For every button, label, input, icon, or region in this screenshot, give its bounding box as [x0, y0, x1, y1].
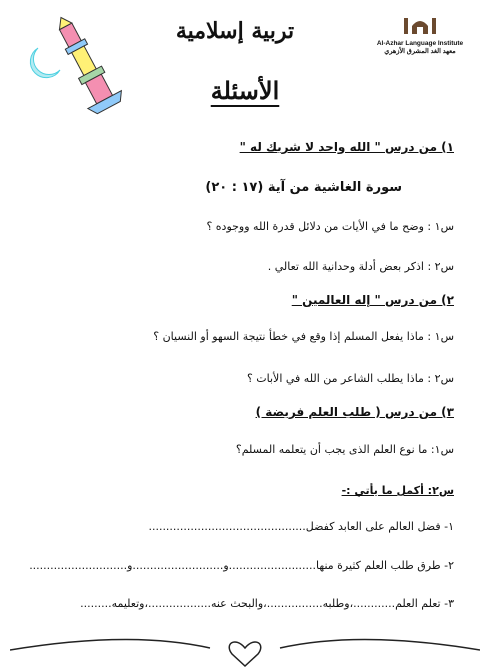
question-2-2: س٢ : ماذا يطلب الشاعر من الله في الأبات ؟ — [246, 372, 454, 385]
exercise-title-text: س٢: أكمل ما يأتي :- — [341, 484, 454, 497]
crescent-moon-icon — [30, 48, 60, 78]
logo-name-en: Al-Azhar Language Institute — [376, 40, 464, 47]
section-2-title — [34, 293, 454, 307]
question-3-1: س١: ما نوع العلم الذى يجب أن يتعلمه المسلم؟ — [235, 443, 454, 456]
footer-border — [10, 610, 480, 670]
heart-icon — [229, 642, 261, 666]
subject-title: تربية إسلامية — [175, 18, 295, 44]
section-3-title-text: ٣) من درس ( طلب العلم فريضة ) — [255, 405, 454, 419]
school-logo — [370, 14, 470, 55]
section-3-title — [34, 405, 454, 419]
section-2-title-text: ٢) من درس " إله العالمين " — [291, 293, 454, 307]
minaret-illustration — [20, 10, 140, 120]
question-1-2: س٢ : اذكر بعض أدلة وحدانية الله تعالي . — [267, 260, 454, 273]
fill-item-1: ١- فضل العالم على العابد كفضل............................................. — [148, 520, 454, 533]
question-1-1: س١ : وضح ما في الأيات من دلائل قدرة الله ووجوده ؟ — [206, 220, 454, 233]
fill-item-2: ٢- طرق طلب العلم كثيرة منها.........................و..........................و............................ — [29, 559, 454, 572]
section-1-subheading: سورة الغاشية من آية (١٧ : ٢٠) — [205, 180, 402, 195]
fill-item-3: ٣- تعلم العلم............،وطلبه................،والبحث عنه..................،وتعليمه......... — [80, 597, 454, 610]
mosque-logo-icon — [400, 14, 440, 34]
question-2-1: س١ : ماذا يفعل المسلم إذا وقع في خطأ نتيجة السهو أو النسيان ؟ — [153, 330, 454, 343]
section-1-title-text: ١) من درس " الله واحد لا شريك له " — [239, 140, 454, 154]
page-heading: الأسئلة — [210, 76, 280, 105]
section-1-title — [34, 140, 454, 154]
logo-name-ar: معهد الغد المشرق الأزهري — [384, 48, 456, 55]
exercise-title — [24, 484, 454, 497]
